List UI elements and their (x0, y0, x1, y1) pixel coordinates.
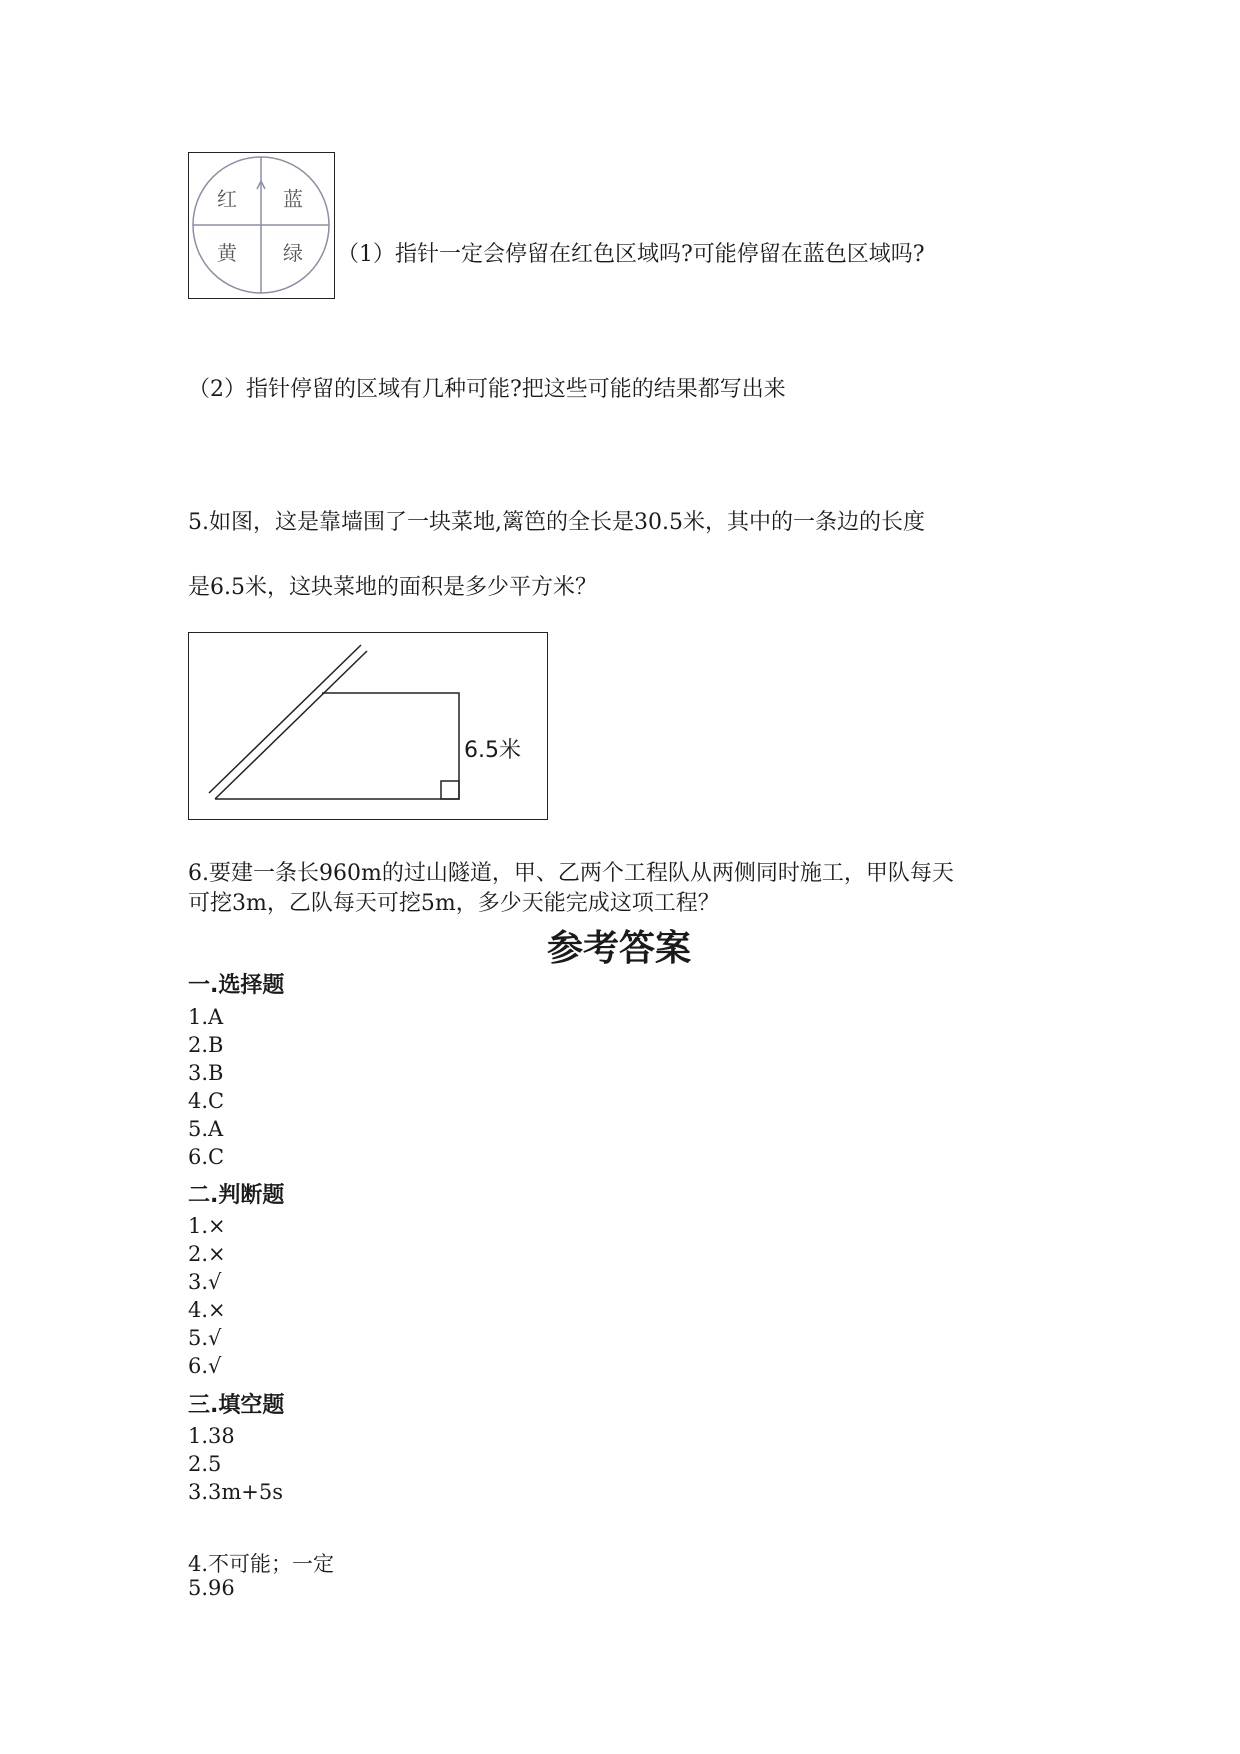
answer-item: 4.C (188, 1089, 225, 1113)
spinner-drawing (189, 153, 334, 298)
section-heading-fill-blank: 三.填空题 (188, 1393, 285, 1418)
answer-item: 6.C (188, 1145, 225, 1169)
answer-item: 1.38 (188, 1424, 235, 1448)
answer-item: 2.× (188, 1242, 226, 1266)
section-heading-judgement: 二.判断题 (188, 1183, 285, 1208)
right-angle-marker (441, 781, 459, 799)
answer-item: 4.不可能；一定 (188, 1552, 335, 1576)
wall-line-inner (215, 651, 367, 799)
garden-figure (188, 632, 548, 820)
answer-item: 3.3m+5s (188, 1480, 284, 1504)
answer-item: 2.B (188, 1033, 224, 1057)
q4-part1: （1）指针一定会停留在红色区域吗?可能停留在蓝色区域吗? (337, 242, 925, 267)
spinner-region-yellow: 黄 (217, 241, 237, 265)
spinner-region-green: 绿 (283, 241, 303, 265)
q5-line1: 5.如图，这是靠墙围了一块菜地,篱笆的全长是30.5米，其中的一条边的长度 (188, 510, 925, 535)
section-heading-choice: 一.选择题 (188, 973, 285, 998)
answers-title: 参考答案 (547, 928, 692, 969)
answer-item: 1.A (188, 1005, 224, 1029)
answer-item: 1.× (188, 1214, 226, 1238)
fence-outline (215, 693, 459, 799)
q5-line2: 是6.5米，这块菜地的面积是多少平方米？ (188, 575, 597, 600)
answer-item: 5.A (188, 1117, 224, 1141)
answer-item: 6.√ (188, 1354, 222, 1378)
q6-line2: 可挖3m，乙队每天可挖5m，多少天能完成这项工程？ (188, 891, 720, 916)
answer-item: 5.96 (188, 1576, 235, 1600)
garden-drawing (189, 633, 547, 819)
answer-item: 3.B (188, 1061, 224, 1085)
answer-item: 2.5 (188, 1452, 222, 1476)
spinner-region-blue: 蓝 (283, 187, 303, 211)
spinner-figure (188, 152, 335, 299)
answer-item: 4.× (188, 1298, 226, 1322)
answer-item: 5.√ (188, 1326, 222, 1350)
wall-line-outer (209, 645, 361, 793)
garden-side-label: 6.5米 (464, 738, 521, 763)
q4-part2: （2）指针停留的区域有几种可能?把这些可能的结果都写出来 (188, 377, 786, 402)
spinner-region-red: 红 (217, 187, 237, 211)
answer-item: 3.√ (188, 1270, 222, 1294)
q6-line1: 6.要建一条长960m的过山隧道，甲、乙两个工程队从两侧同时施工，甲队每天 (188, 861, 954, 886)
